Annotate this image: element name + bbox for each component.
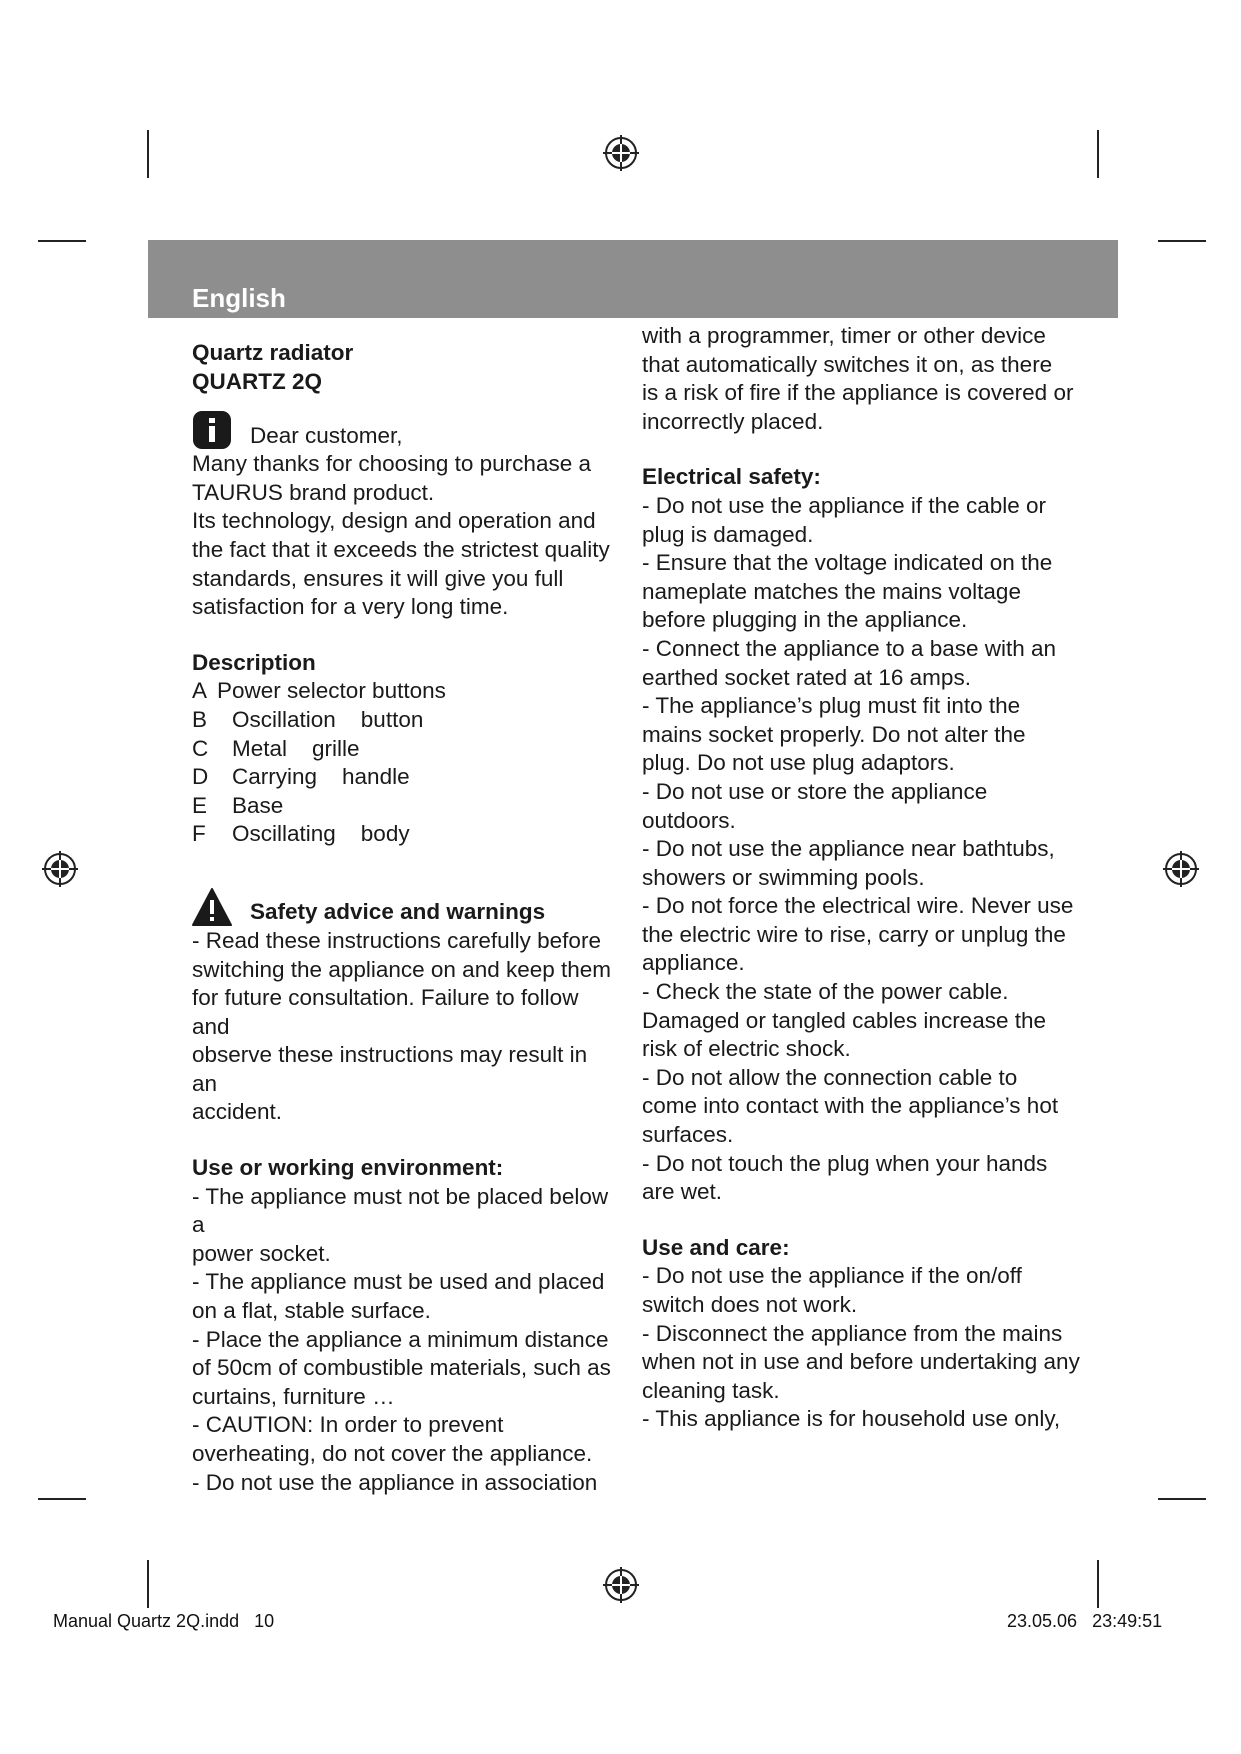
item-text: Metal grille — [232, 735, 360, 761]
list-item — [192, 706, 612, 735]
environment-line: on a flat, stable surface. — [192, 1298, 431, 1324]
intro-line: Its technology, design and operation and — [192, 508, 596, 534]
intro-line: TAURUS brand product. — [192, 479, 435, 505]
warning-triangle-icon — [192, 887, 232, 927]
electrical-line: mains socket properly. Do not alter the — [642, 721, 1026, 747]
product-name: Quartz radiator — [192, 340, 354, 365]
electrical-line: earthed socket rated at 16 amps. — [642, 664, 971, 690]
environment-line: overheating, do not cover the appliance. — [192, 1441, 593, 1466]
continued-line: is a risk of fire if the appliance is covered or — [642, 380, 1074, 406]
continued-line: that automatically switches it on, as there — [642, 351, 1053, 377]
footer-file-info — [53, 1611, 274, 1632]
electrical-line: showers or swimming pools. — [642, 864, 925, 890]
continued-line: incorrectly placed. — [642, 408, 824, 434]
electrical-line: nameplate matches the mains voltage — [642, 578, 1021, 604]
environment-line: curtains, furniture … — [192, 1383, 395, 1409]
greeting-text: Dear customer, — [250, 422, 403, 448]
environment-line: - The appliance must not be placed below a — [192, 1183, 609, 1238]
electrical-line: - Check the state of the power cable. — [642, 979, 1009, 1005]
electrical-line: - Do not use the appliance near bathtubs, — [642, 836, 1055, 862]
language-header-bar — [148, 240, 1118, 318]
item-letter: E — [192, 792, 208, 818]
electrical-heading: Electrical safety: — [642, 464, 821, 490]
care-line: when not in use and before undertaking any — [642, 1349, 1080, 1375]
greeting-row — [192, 410, 612, 450]
crop-mark-right-top — [1158, 240, 1206, 242]
electrical-line: before plugging in the appliance. — [642, 607, 968, 633]
care-line: switch does not work. — [642, 1292, 858, 1317]
item-letter: B — [192, 706, 208, 732]
crop-mark-top-right — [1097, 130, 1099, 178]
safety-line: - Read these instructions carefully before — [192, 927, 601, 953]
list-item — [192, 763, 612, 792]
care-line: - Do not use the appliance if the on/off — [642, 1263, 1022, 1289]
item-letter: A — [192, 678, 208, 704]
electrical-line: - Connect the appliance to a base with an — [642, 635, 1057, 661]
registration-mark-icon — [601, 1565, 641, 1605]
environment-line: - The appliance must be used and placed — [192, 1269, 605, 1295]
intro-paragraph — [192, 450, 612, 622]
info-icon — [192, 410, 232, 450]
electrical-line: Damaged or tangled cables increase the — [642, 1007, 1047, 1033]
safety-paragraph — [192, 927, 612, 1127]
environment-line: - Do not use the appliance in association — [192, 1469, 598, 1495]
intro-line: the fact that it exceeds the strictest quality — [192, 536, 610, 562]
list-item — [192, 735, 612, 764]
list-item — [192, 820, 612, 849]
intro-line: standards, ensures it will give you full — [192, 565, 564, 591]
electrical-line: come into contact with the appliance’s hot — [642, 1093, 1059, 1119]
electrical-line: - Ensure that the voltage indicated on the — [642, 550, 1053, 576]
crop-mark-right-bottom — [1158, 1498, 1206, 1500]
crop-mark-left-top — [38, 240, 86, 242]
safety-line: for future consultation. Failure to follow and — [192, 985, 579, 1039]
electrical-line: the electric wire to rise, carry or unplug the — [642, 921, 1066, 947]
safety-line: switching the appliance on and keep them — [192, 956, 612, 982]
environment-line: - Place the appliance a minimum distance — [192, 1326, 609, 1352]
care-line: cleaning task. — [642, 1377, 780, 1403]
electrical-line: - Do not use or store the appliance — [642, 778, 988, 804]
electrical-paragraph — [642, 492, 1082, 1207]
care-heading: Use and care: — [642, 1234, 790, 1260]
intro-line: Many thanks for choosing to purchase a — [192, 451, 591, 477]
electrical-line: - Do not use the appliance if the cable or — [642, 492, 1047, 518]
description-heading: Description — [192, 649, 316, 675]
electrical-line: appliance. — [642, 950, 745, 976]
footer-timestamp — [1007, 1611, 1162, 1632]
environment-line: of 50cm of combustible materials, such as — [192, 1355, 611, 1381]
print-time: 23:49:51 — [1092, 1611, 1163, 1631]
item-letter: F — [192, 821, 206, 847]
electrical-line: plug. Do not use plug adaptors. — [642, 750, 955, 776]
electrical-line: - Do not force the electrical wire. Never use — [642, 893, 1074, 919]
item-text: Oscillating body — [232, 821, 410, 847]
page-number: 10 — [254, 1611, 275, 1631]
electrical-line: plug is damaged. — [642, 521, 814, 547]
environment-paragraph — [192, 1183, 612, 1498]
right-column — [642, 322, 1082, 1434]
continued-paragraph — [642, 322, 1082, 436]
safety-line: observe these instructions may result in an — [192, 1042, 588, 1096]
description-list — [192, 677, 612, 849]
list-item — [192, 677, 612, 706]
crop-mark-bottom-right — [1097, 1560, 1099, 1608]
safety-line: accident. — [192, 1099, 283, 1125]
electrical-line: - Do not allow the connection cable to — [642, 1064, 1018, 1090]
safety-heading: Safety advice and warnings — [250, 899, 546, 925]
environment-line: power socket. — [192, 1240, 331, 1266]
electrical-line: - Do not touch the plug when your hands — [642, 1150, 1048, 1176]
item-text: Base — [232, 792, 284, 818]
item-text: Power selector buttons — [217, 678, 446, 704]
continued-line: with a programmer, timer or other device — [642, 323, 1046, 348]
language-label: English — [192, 283, 286, 313]
crop-mark-bottom-left — [147, 1560, 149, 1608]
care-line: - Disconnect the appliance from the mains — [642, 1320, 1063, 1346]
registration-mark-icon — [601, 133, 641, 173]
electrical-line: surfaces. — [642, 1122, 734, 1148]
print-date: 23.05.06 — [1007, 1611, 1078, 1631]
item-text: Oscillation button — [232, 706, 424, 732]
list-item — [192, 792, 612, 821]
environment-line: - CAUTION: In order to prevent — [192, 1412, 504, 1438]
item-letter: D — [192, 764, 209, 790]
left-column — [192, 339, 612, 1497]
electrical-line: - The appliance’s plug must fit into the — [642, 693, 1021, 719]
item-text: Carrying handle — [232, 764, 410, 790]
electrical-line: outdoors. — [642, 807, 736, 833]
registration-mark-icon — [1161, 849, 1201, 889]
care-paragraph — [642, 1262, 1082, 1434]
crop-mark-left-bottom — [38, 1498, 86, 1500]
registration-mark-icon — [40, 849, 80, 889]
environment-heading: Use or working environment: — [192, 1155, 504, 1181]
crop-mark-top-left — [147, 130, 149, 178]
item-letter: C — [192, 735, 209, 761]
intro-line: satisfaction for a very long time. — [192, 594, 509, 620]
care-line: - This appliance is for household use only, — [642, 1406, 1061, 1432]
product-model: QUARTZ 2Q — [192, 368, 323, 394]
electrical-line: are wet. — [642, 1179, 723, 1205]
electrical-line: risk of electric shock. — [642, 1036, 851, 1062]
safety-heading-row — [192, 887, 612, 927]
file-name: Manual Quartz 2Q.indd — [53, 1611, 240, 1631]
